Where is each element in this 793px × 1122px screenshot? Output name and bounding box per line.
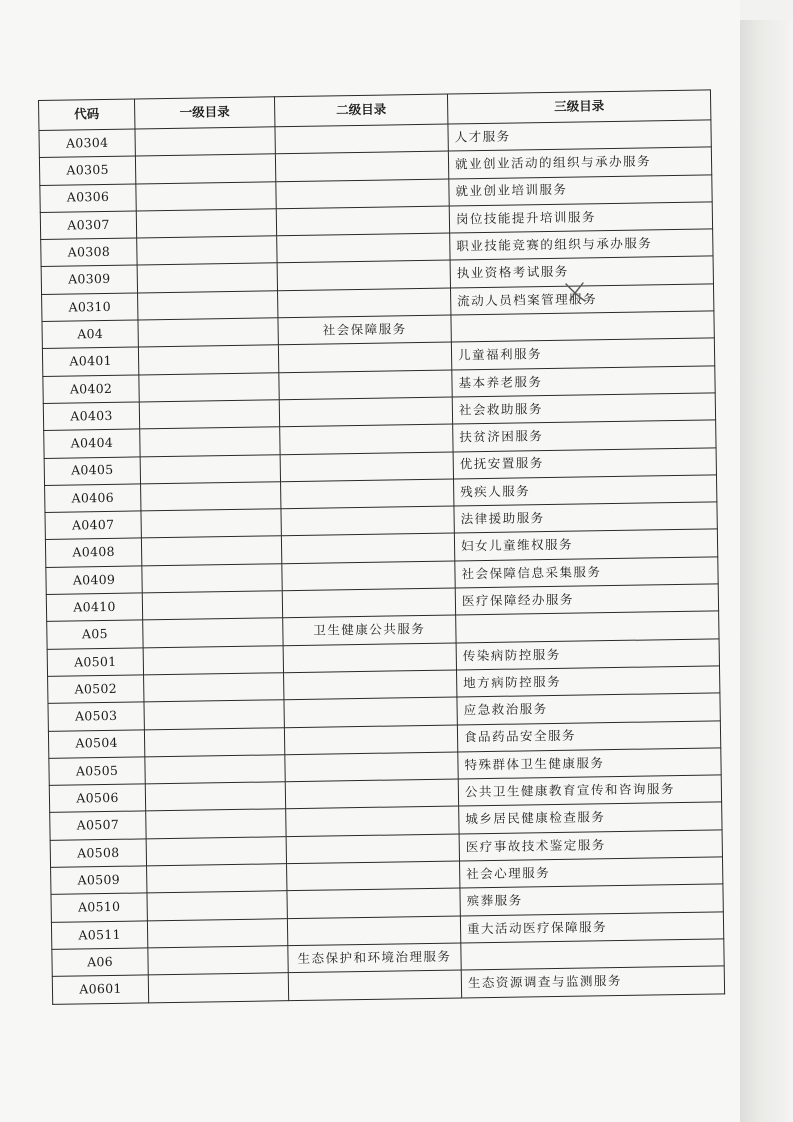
level1-cell (135, 127, 275, 156)
level3-cell: 殡葬服务 (460, 884, 723, 915)
level2-cell (284, 725, 457, 755)
code-cell: A0305 (39, 156, 135, 185)
level3-cell: 优抚安置服务 (453, 447, 716, 478)
level1-cell (138, 345, 278, 374)
level2-cell (283, 643, 456, 673)
catalog-table-wrapper (38, 89, 724, 1004)
level1-cell (144, 673, 284, 702)
level1-cell (140, 427, 280, 456)
handwritten-x-mark-icon (563, 281, 589, 303)
code-cell: A0404 (44, 429, 140, 458)
level3-cell: 法律援助服务 (454, 502, 717, 533)
code-cell: A0406 (45, 484, 141, 513)
level1-cell (138, 318, 278, 347)
code-cell: A0309 (41, 265, 137, 294)
level2-cell (275, 151, 448, 181)
code-cell: A0405 (44, 457, 140, 486)
level2-cell (275, 124, 448, 154)
level1-cell (141, 482, 281, 511)
level1-cell (136, 181, 276, 210)
level3-cell: 残疾人服务 (454, 475, 717, 506)
level3-cell (461, 939, 724, 970)
level1-cell (137, 263, 277, 292)
level3-cell: 传染病防控服务 (456, 639, 719, 670)
code-cell: A0403 (43, 402, 139, 431)
header-level3: 三级目录 (447, 90, 710, 124)
level1-cell (141, 536, 281, 565)
code-cell: A0304 (39, 129, 135, 158)
level2-cell (284, 670, 457, 700)
level3-cell: 社会心理服务 (460, 857, 723, 888)
level3-cell: 岗位技能提升培训服务 (449, 202, 712, 233)
code-cell: A0505 (49, 757, 145, 786)
level3-cell: 生态资源调查与监测服务 (461, 966, 724, 997)
level2-cell (276, 206, 449, 236)
level2-cell: 卫生健康公共服务 (283, 615, 456, 645)
level3-cell: 就业创业活动的组织与承办服务 (448, 147, 711, 178)
code-cell: A0507 (50, 811, 146, 840)
level3-cell: 人才服务 (448, 120, 711, 151)
level3-cell: 社会救助服务 (452, 393, 715, 424)
level2-cell (285, 779, 458, 809)
level2-cell (287, 888, 460, 918)
level1-cell (139, 372, 279, 401)
code-cell: A0408 (45, 538, 141, 567)
code-cell: A0601 (52, 975, 148, 1004)
code-cell: A0410 (46, 593, 142, 622)
code-cell: A0504 (48, 729, 144, 758)
level3-cell: 地方病防控服务 (457, 666, 720, 697)
level2-cell (286, 834, 459, 864)
header-level1: 一级目录 (134, 97, 274, 129)
page-edge-shadow (735, 20, 793, 1122)
code-cell: A0503 (48, 702, 144, 731)
level1-cell (147, 918, 287, 947)
level3-cell: 儿童福利服务 (451, 338, 714, 369)
level1-cell (143, 618, 283, 647)
level2-cell (278, 342, 451, 372)
level1-cell (147, 864, 287, 893)
code-cell: A0501 (47, 648, 143, 677)
level3-cell: 公共卫生健康教育宣传和咨询服务 (458, 775, 721, 806)
level2-cell (276, 179, 449, 209)
code-cell: A06 (52, 948, 148, 977)
level2-cell (287, 916, 460, 946)
code-cell: A0306 (40, 184, 136, 213)
level3-cell: 医疗事故技术鉴定服务 (459, 830, 722, 861)
table-body (39, 120, 725, 1004)
level2-cell (278, 288, 451, 318)
level1-cell (140, 454, 280, 483)
level2-cell (280, 452, 453, 482)
level1-cell (144, 700, 284, 729)
level1-cell (145, 755, 285, 784)
level2-cell (282, 588, 455, 618)
code-cell: A0402 (43, 375, 139, 404)
level1-cell (142, 591, 282, 620)
code-cell: A0511 (51, 920, 147, 949)
level3-cell: 流动人员档案管理服务 (451, 284, 714, 315)
level2-cell (280, 424, 453, 454)
level1-cell (146, 836, 286, 865)
level2-cell (279, 370, 452, 400)
catalog-table (38, 89, 725, 1004)
level3-cell: 应急救治服务 (457, 693, 720, 724)
code-cell: A05 (47, 620, 143, 649)
level1-cell (135, 154, 275, 183)
level1-cell (139, 400, 279, 429)
level3-cell: 社会保障信息采集服务 (455, 557, 718, 588)
code-cell: A04 (42, 320, 138, 349)
header-level2: 二级目录 (274, 94, 447, 127)
code-cell: A0409 (46, 566, 142, 595)
code-cell: A0510 (51, 893, 147, 922)
level2-cell (287, 861, 460, 891)
level3-cell: 城乡居民健康检查服务 (459, 802, 722, 833)
level2-cell (279, 397, 452, 427)
level3-cell: 特殊群体卫生健康服务 (458, 748, 721, 779)
level3-cell (456, 611, 719, 642)
level1-cell (143, 645, 283, 674)
level2-cell (286, 806, 459, 836)
level1-cell (144, 727, 284, 756)
level3-cell: 就业创业培训服务 (449, 175, 712, 206)
level1-cell (136, 209, 276, 238)
header-code: 代码 (39, 99, 135, 131)
level1-cell (142, 563, 282, 592)
level1-cell (145, 782, 285, 811)
level1-cell (141, 509, 281, 538)
level1-cell (148, 973, 288, 1002)
level2-cell: 生态保护和环境治理服务 (288, 943, 461, 973)
code-cell: A0401 (42, 347, 138, 376)
code-cell: A0307 (40, 211, 136, 240)
level1-cell (137, 236, 277, 265)
level1-cell (148, 946, 288, 975)
level2-cell (281, 506, 454, 536)
level2-cell (281, 533, 454, 563)
level3-cell: 妇女儿童维权服务 (454, 529, 717, 560)
code-cell: A0506 (49, 784, 145, 813)
level1-cell (138, 291, 278, 320)
level2-cell (282, 561, 455, 591)
level3-cell: 医疗保障经办服务 (455, 584, 718, 615)
level1-cell (146, 809, 286, 838)
code-cell: A0509 (51, 866, 147, 895)
level2-cell (285, 752, 458, 782)
level3-cell: 基本养老服务 (452, 366, 715, 397)
level2-cell: 社会保障服务 (278, 315, 451, 345)
level3-cell: 职业技能竞赛的组织与承办服务 (450, 229, 713, 260)
code-cell: A0502 (48, 675, 144, 704)
code-cell: A0508 (50, 839, 146, 868)
code-cell: A0407 (45, 511, 141, 540)
level2-cell (277, 261, 450, 291)
level2-cell (284, 697, 457, 727)
level2-cell (288, 970, 461, 1000)
level3-cell: 食品药品安全服务 (457, 720, 720, 751)
code-cell: A0308 (41, 238, 137, 267)
level1-cell (147, 891, 287, 920)
level2-cell (277, 233, 450, 263)
level3-cell: 执业资格考试服务 (450, 256, 713, 287)
level3-cell (451, 311, 714, 342)
level3-cell: 重大活动医疗保障服务 (460, 911, 723, 942)
level2-cell (281, 479, 454, 509)
code-cell: A0310 (42, 293, 138, 322)
level3-cell: 扶贫济困服务 (453, 420, 716, 451)
